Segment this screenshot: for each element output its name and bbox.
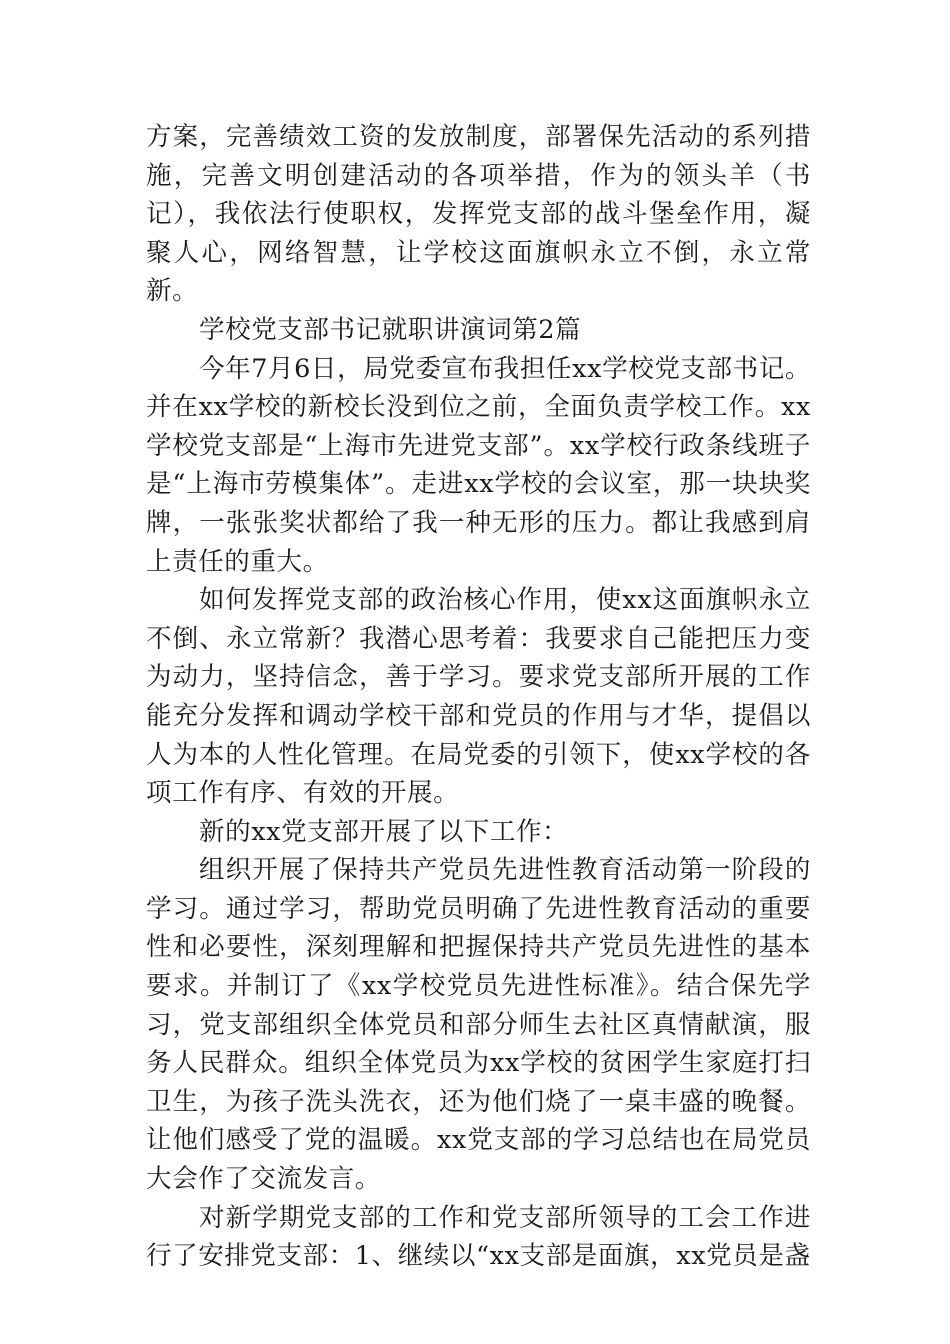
paragraph: 今年7月6日，局党委宣布我担任xx学校党支部书记。并在xx学校的新校长没到位之前，全面负责学校工作。xx学校党支部是“上海市先进党支部”。xx学校行政条线班子是“上海市劳模集体”。走进xx学校的会议室，那一块块奖牌，一张张奖状都给了我一种无形的压力。都让我感到肩上责任的重大。	[146, 353, 811, 577]
paragraph: 组织开展了保持共产党员先进性教育活动第一阶段的学习。通过学习，帮助党员明确了先进性教育活动的重要性和必要性，深刻理解和把握保持共产党员先进性的基本要求。并制订了《xx学校党员先进性标准》。结合保先学习，党支部组织全体党员和部分师生去社区真情献演，服务人民群众。组织全体党员为xx学校的贫困学生家庭打扫卫生，为孩子洗头洗衣，还为他们烧了一桌丰盛的晚餐。让他们感受了党的温暖。xx党支部的学习总结也在局党员大会作了交流发言。	[146, 855, 811, 1195]
paragraph-continuation: 方案，完善绩效工资的发放制度，部署保先活动的系列措施，完善文明创建活动的各项举措，作为的领头羊（书记），我依法行使职权，发挥党支部的战斗堡垒作用，凝聚人心，网络智慧，让学校这面旗帜永立不倒，永立常新。	[146, 122, 811, 307]
paragraph: 新的xx党支部开展了以下工作：	[199, 816, 569, 847]
document-page	[146, 118, 811, 1276]
section-heading: 学校党支部书记就职讲演词第2篇	[199, 314, 582, 345]
paragraph: 对新学期党支部的工作和党支部所领导的工会工作进行了安排党支部：1、继续以“xx支部是面旗，xx党员是盏	[146, 1202, 811, 1272]
paragraph: 如何发挥党支部的政治核心作用，使xx这面旗帜永立不倒、永立常新？我潜心思考着：我要求自己能把压力变为动力，坚持信念，善于学习。要求党支部所开展的工作能充分发挥和调动学校干部和党员的作用与才华，提倡以人为本的人性化管理。在局党委的引领下，使xx学校的各项工作有序、有效的开展。	[146, 585, 811, 809]
